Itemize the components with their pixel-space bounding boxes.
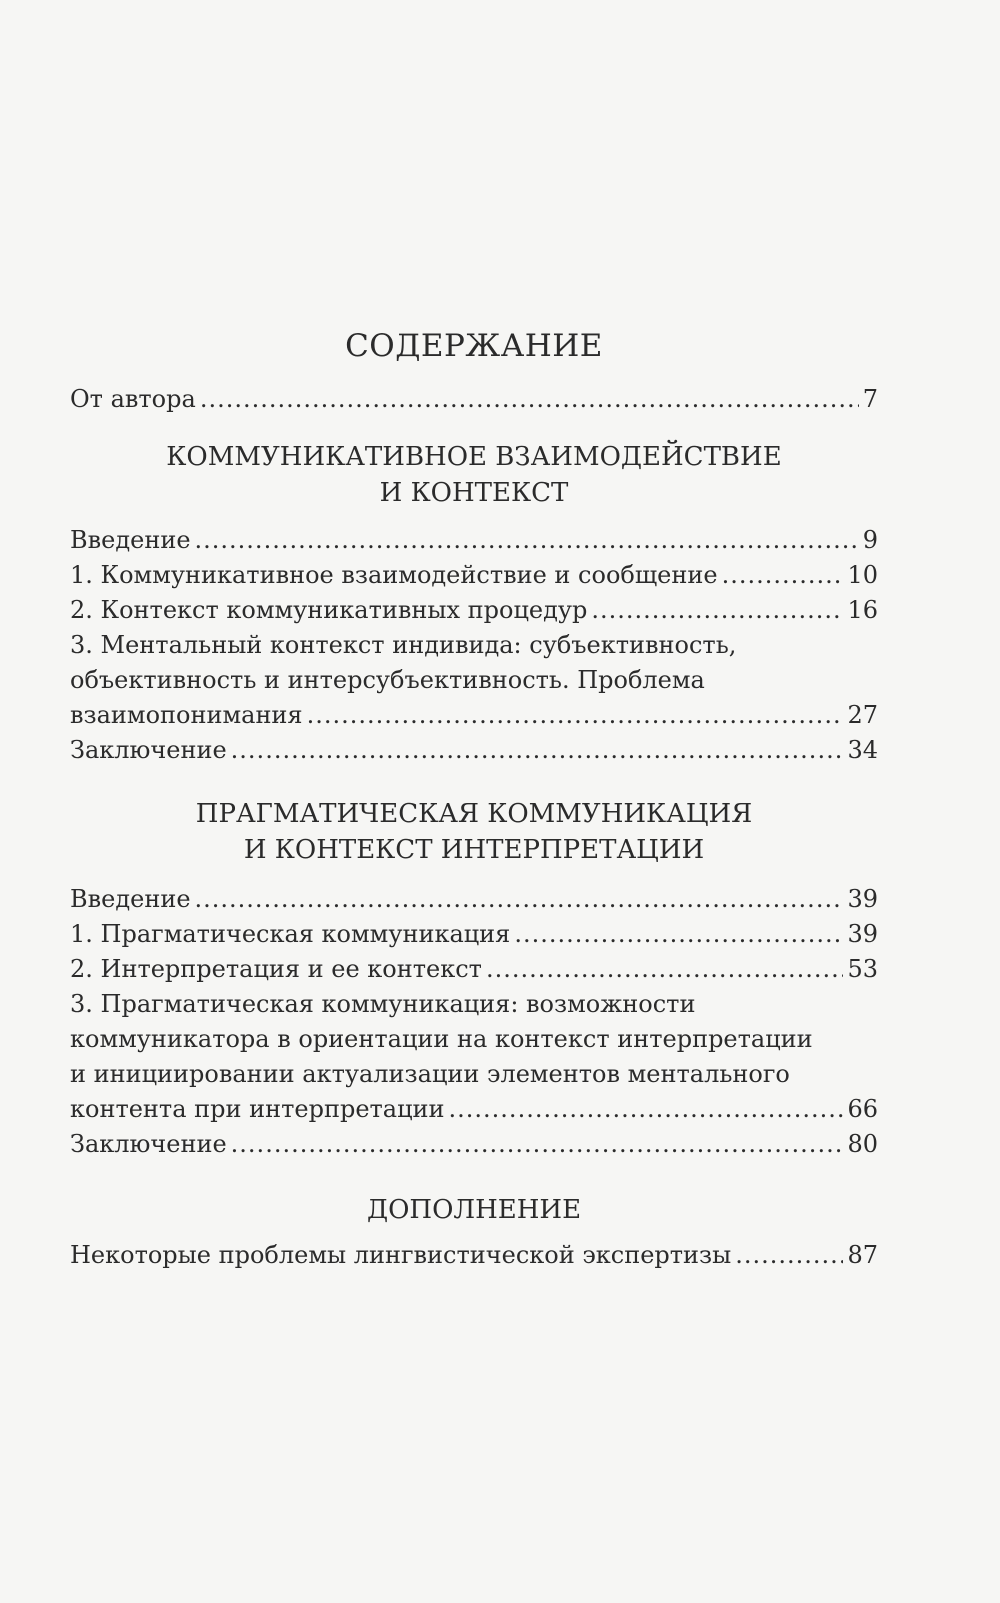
entry-text-line: и инициировании актуализации элементов ментального bbox=[70, 1060, 790, 1088]
page-number: 34 bbox=[847, 736, 878, 764]
page-number: 9 bbox=[862, 526, 878, 554]
section-title-line: КОММУНИКАТИВНОЕ ВЗАИМОДЕЙСТВИЕ bbox=[166, 442, 782, 472]
entry-label: Введение bbox=[70, 885, 191, 913]
dot-leader bbox=[486, 952, 844, 987]
section-title-line: ПРАГМАТИЧЕСКАЯ КОММУНИКАЦИЯ bbox=[195, 799, 753, 829]
entry-last-line bbox=[70, 1092, 878, 1127]
page-number: 39 bbox=[847, 885, 878, 913]
dot-leader bbox=[195, 523, 859, 558]
table-of-contents bbox=[70, 320, 878, 1273]
toc-entry[interactable] bbox=[70, 1127, 878, 1162]
page-number: 87 bbox=[847, 1241, 878, 1269]
toc-entry-multiline[interactable] bbox=[70, 628, 878, 733]
section-title-communicative-interaction bbox=[70, 439, 878, 511]
entry-text-line: объективность и интерсубъективность. Проблема bbox=[70, 666, 705, 694]
toc-entry[interactable] bbox=[70, 558, 878, 593]
toc-entry[interactable] bbox=[70, 952, 878, 987]
entry-label: Некоторые проблемы лингвистической экспертизы bbox=[70, 1241, 732, 1269]
entry-label: Заключение bbox=[70, 736, 227, 764]
section-title-pragmatic-communication bbox=[70, 796, 878, 868]
dot-leader bbox=[449, 1092, 844, 1127]
entry-last-line bbox=[70, 698, 878, 733]
page-number: 66 bbox=[847, 1095, 878, 1123]
entry-label: Введение bbox=[70, 526, 191, 554]
entry-label: Заключение bbox=[70, 1130, 227, 1158]
toc-entry[interactable] bbox=[70, 733, 878, 768]
entry-label: 2. Интерпретация и ее контекст bbox=[70, 955, 482, 983]
toc-entry-preface[interactable] bbox=[70, 382, 878, 417]
toc-entry-multiline[interactable] bbox=[70, 987, 878, 1127]
page-number: 80 bbox=[847, 1130, 878, 1158]
page-number: 39 bbox=[847, 920, 878, 948]
dot-leader bbox=[231, 733, 844, 768]
toc-entry[interactable] bbox=[70, 917, 878, 952]
dot-leader bbox=[195, 882, 844, 917]
dot-leader bbox=[307, 698, 844, 733]
page-number: 27 bbox=[847, 701, 878, 729]
dot-leader bbox=[722, 558, 844, 593]
section-title-line: ДОПОЛНЕНИЕ bbox=[366, 1195, 582, 1225]
toc-entry[interactable] bbox=[70, 523, 878, 558]
dot-leader bbox=[514, 917, 843, 952]
entry-text-line: 3. Ментальный контекст индивида: субъективность, bbox=[70, 631, 737, 659]
entry-label: 1. Коммуникативное взаимодействие и сообщение bbox=[70, 561, 718, 589]
dot-leader bbox=[735, 1238, 843, 1273]
entry-text-line: коммуникатора в ориентации на контекст интерпретации bbox=[70, 1025, 813, 1053]
entry-label: 1. Прагматическая коммуникация bbox=[70, 920, 511, 948]
toc-entry[interactable] bbox=[70, 1238, 878, 1273]
section-title-line: И КОНТЕКСТ bbox=[379, 478, 569, 508]
entry-label: контента при интерпретации bbox=[70, 1095, 445, 1123]
toc-entry[interactable] bbox=[70, 593, 878, 628]
dot-leader bbox=[231, 1127, 844, 1162]
page-number: 53 bbox=[847, 955, 878, 983]
entry-label: 2. Контекст коммуникативных процедур bbox=[70, 596, 588, 624]
toc-entry[interactable] bbox=[70, 882, 878, 917]
toc-title: СОДЕРЖАНИЕ bbox=[345, 328, 603, 364]
dot-leader bbox=[591, 593, 843, 628]
dot-leader bbox=[200, 382, 859, 417]
section-title-line: И КОНТЕКСТ ИНТЕРПРЕТАЦИИ bbox=[243, 835, 705, 865]
page-number: 16 bbox=[847, 596, 878, 624]
page-number: 7 bbox=[862, 385, 878, 413]
entry-label: От автора bbox=[70, 385, 196, 413]
entry-label: взаимопонимания bbox=[70, 701, 303, 729]
section-title-supplement bbox=[70, 1192, 878, 1228]
page-number: 10 bbox=[847, 561, 878, 589]
entry-text-line: 3. Прагматическая коммуникация: возможности bbox=[70, 990, 696, 1018]
